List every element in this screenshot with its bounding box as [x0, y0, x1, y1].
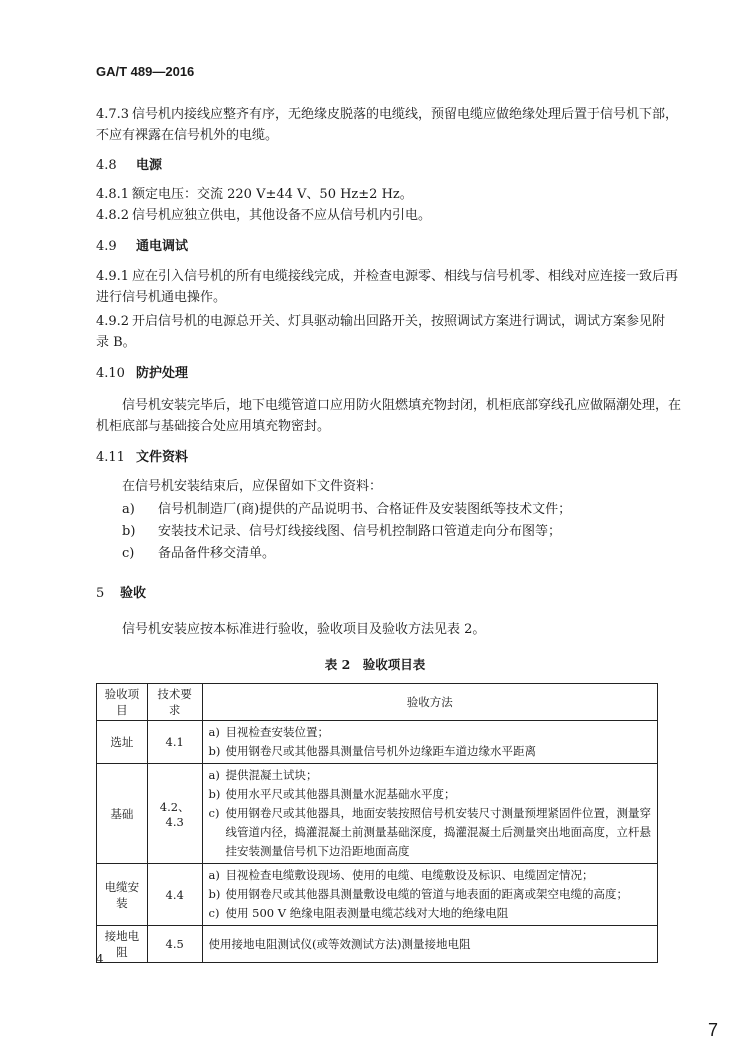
section-title: 防护处理 [136, 366, 189, 381]
clause-4-9-1-cont: 进行信号机通电操作。 [96, 290, 227, 305]
table-header-row [97, 684, 658, 721]
table-cell-method [202, 926, 658, 963]
list-label: b) [122, 524, 136, 539]
table-row [97, 721, 658, 764]
clause-4-7-3-cont: 不应有裸露在信号机外的电缆。 [96, 128, 279, 143]
clause-text: 信号机应独立供电，其他设备不应从信号机内引电。 [132, 208, 432, 223]
clause-4-7-3 [96, 104, 678, 125]
section-4-10-paragraph-cont: 机柜底部与基础接合处应用填充物密封。 [96, 419, 331, 434]
method-line: b) 使用钢卷尺或其他器具测量信号机外边缘距车道边缘水平距离 [208, 744, 536, 758]
section-4-11-heading [96, 446, 188, 465]
list-text: 信号机制造厂(商)提供的产品说明书、合格证件及安装图纸等技术文件； [158, 502, 572, 517]
section-number: 4.8 [96, 158, 117, 173]
method-line: a) 目视检查安装位置； [208, 725, 329, 739]
clause-number: 4.9.1 [96, 269, 130, 284]
section-number: 4.10 [96, 366, 125, 381]
clause-text: 应在引入信号机的所有电缆接线完成，并检查电源零、相线与信号机零、相线对应连接一致后再 [132, 269, 679, 284]
table-row [97, 864, 658, 926]
table-row [97, 764, 658, 864]
method-line: b) 使用水平尺或其他器具测量水泥基础水平度； [208, 787, 456, 801]
section-title: 电源 [136, 158, 163, 173]
section-4-11-intro: 在信号机安装结束后，应保留如下文件资料： [122, 479, 383, 494]
acceptance-table [96, 683, 658, 963]
table-cell-item: 选址 [97, 721, 148, 764]
table-cell-method [202, 764, 658, 864]
table-caption: 表 2 验收项目表 [324, 657, 426, 672]
section-4-8-heading [96, 154, 162, 173]
table-header-cell: 技术要求 [147, 684, 202, 721]
clause-text: 信号机内接线应整齐有序，无绝缘皮脱落的电缆线，预留电缆应做绝缘处理后置于信号机下部， [132, 107, 679, 122]
section-4-10-heading [96, 362, 188, 381]
method-line: a) 提供混凝土试块； [208, 768, 318, 782]
table-cell-item: 电缆安装 [97, 864, 148, 926]
section-title: 验收 [120, 586, 147, 601]
list-label: c) [122, 546, 135, 561]
method-line: c) 使用 500 V 绝缘电阻表测量电缆芯线对大地的绝缘电阻 [208, 906, 509, 920]
clause-number: 4.8.1 [96, 187, 130, 202]
table-header-cell: 验收方法 [202, 684, 658, 721]
list-item [122, 499, 571, 520]
section-number: 4.11 [96, 450, 125, 465]
clause-number: 4.9.2 [96, 314, 130, 329]
table-cell-method [202, 864, 658, 926]
list-text: 安装技术记录、信号灯线接线图、信号机控制路口管道走向分布图等； [158, 524, 562, 539]
clause-number: 4.7.3 [96, 107, 130, 122]
method-line: a) 目视检查电缆敷设现场、使用的电缆、电缆敷设及标识、电缆固定情况； [208, 868, 594, 882]
clause-4-8-1 [96, 184, 413, 205]
section-4-10-paragraph: 信号机安装完毕后，地下电缆管道口应用防火阻燃填充物封闭，机柜底部穿线孔应做隔潮处理，在 [122, 398, 682, 413]
clause-4-9-2-cont: 录 B。 [96, 335, 136, 350]
document-header: GA/T 489—2016 [96, 64, 195, 79]
method-line-cont: 挂安装测量信号机下边沿距地面高度 [225, 844, 410, 858]
clause-text: 额定电压：交流 220 V±44 V、50 Hz±2 Hz。 [132, 187, 413, 202]
table-cell-item: 接地电阻 [97, 926, 148, 963]
clause-4-9-1 [96, 266, 678, 287]
clause-text: 开启信号机的电源总开关、灯具驱动输出回路开关，按照调试方案进行调试，调试方案参见附 [132, 314, 666, 329]
table-cell-method [202, 721, 658, 764]
table-row [97, 926, 658, 963]
section-title: 文件资料 [136, 450, 189, 465]
section-4-9-heading [96, 235, 188, 254]
section-5-paragraph: 信号机安装应按本标准进行验收，验收项目及验收方法见表 2。 [122, 622, 486, 637]
method-line: c) 使用钢卷尺或其他器具，地面安装按照信号机安装尺寸测量预埋紧固件位置，测量穿 [208, 806, 651, 820]
section-number: 4.9 [96, 239, 117, 254]
clause-number: 4.8.2 [96, 208, 130, 223]
method-line: 使用接地电阻测试仪(或等效测试方法)测量接地电阻 [208, 936, 471, 951]
section-5-heading [96, 582, 146, 601]
table-cell-requirement: 4.1 [147, 721, 202, 764]
table-header-cell: 验收项目 [97, 684, 148, 721]
list-item [122, 543, 275, 564]
section-number: 5 [96, 586, 105, 601]
table-cell-requirement: 4.5 [147, 926, 202, 963]
table-cell-requirement: 4.2、4.3 [147, 764, 202, 864]
table-cell-requirement: 4.4 [147, 864, 202, 926]
list-item [122, 521, 561, 542]
list-text: 备品备件移交清单。 [158, 546, 276, 561]
table-cell-item: 基础 [97, 764, 148, 864]
method-line-cont: 线管道内径，捣灌混凝土前测量基础深度，捣灌混凝土后测量突出地面高度，立杆悬 [225, 825, 651, 839]
corner-page-number: 7 [707, 1020, 718, 1040]
page-number: 4 [96, 952, 104, 966]
clause-4-9-2 [96, 311, 665, 332]
list-label: a) [122, 502, 135, 517]
method-line: b) 使用钢卷尺或其他器具测量敷设电缆的管道与地表面的距离或架空电缆的高度； [208, 887, 628, 901]
clause-4-8-2 [96, 205, 431, 226]
section-title: 通电调试 [136, 239, 189, 254]
